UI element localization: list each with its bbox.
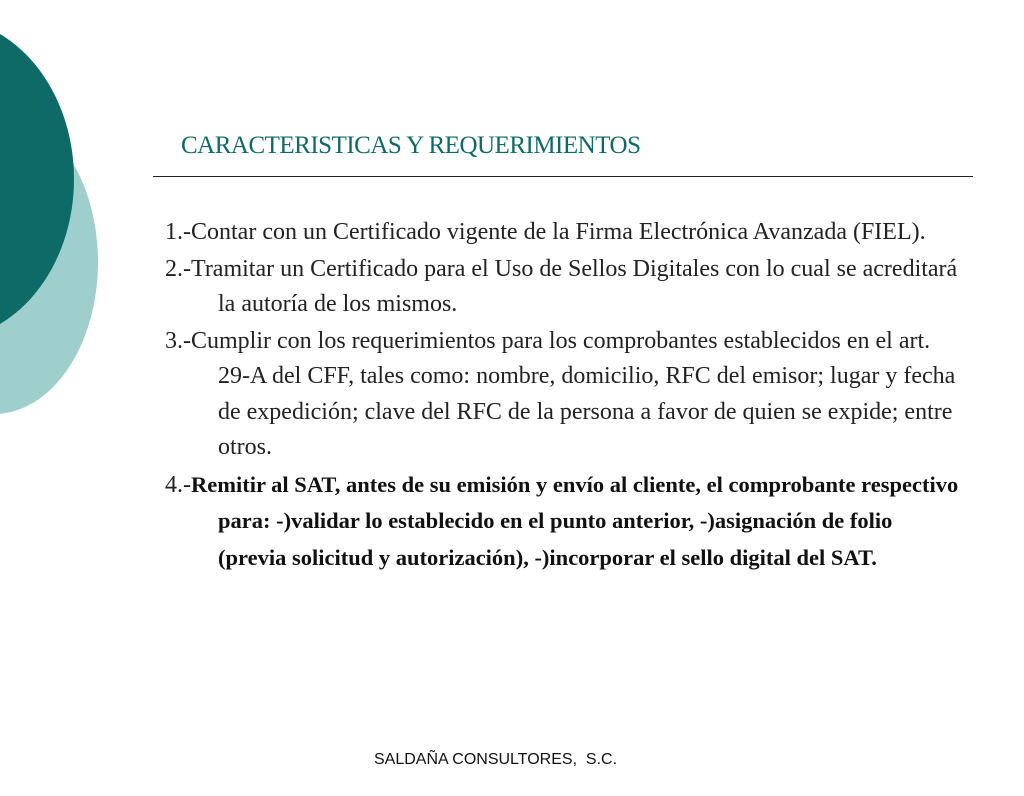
list-item	[165, 252, 965, 323]
list-item	[165, 215, 965, 251]
list-item	[165, 324, 965, 466]
item-number: 4.-	[165, 471, 191, 498]
requirements-list	[165, 215, 965, 577]
item-number: 3.-	[165, 327, 191, 354]
title-divider	[153, 176, 973, 177]
item-text: Remitir al SAT, antes de su emisión y envío al cliente, el comprobante respectivo para: -)validar lo establecido en el punto anterior, -)asignación de folio (previa solicitud y autorización), -)incorporar el sello digital del SAT.	[191, 471, 959, 570]
list-item	[165, 467, 965, 577]
item-text: Contar con un Certificado vigente de la Firma Electrónica Avanzada (FIEL).	[191, 219, 926, 245]
slide-title: CARACTERISTICAS Y REQUERIMIENTOS	[181, 132, 641, 159]
footer-text: SALDAÑA CONSULTORES, S.C.	[374, 751, 618, 768]
item-number: 1.-	[165, 219, 191, 245]
item-text: Tramitar un Certificado para el Uso de Sellos Digitales con lo cual se acreditará la autoría de los mismos.	[191, 255, 958, 317]
item-text: Cumplir con los requerimientos para los comprobantes establecidos en el art. 29-A del CFF, tales como: nombre, domicilio, RFC del emisor; lugar y fecha de expedición; clave del RFC de la persona a favor de quien se expide; entre otros.	[191, 327, 956, 460]
item-number: 2.-	[165, 255, 191, 282]
